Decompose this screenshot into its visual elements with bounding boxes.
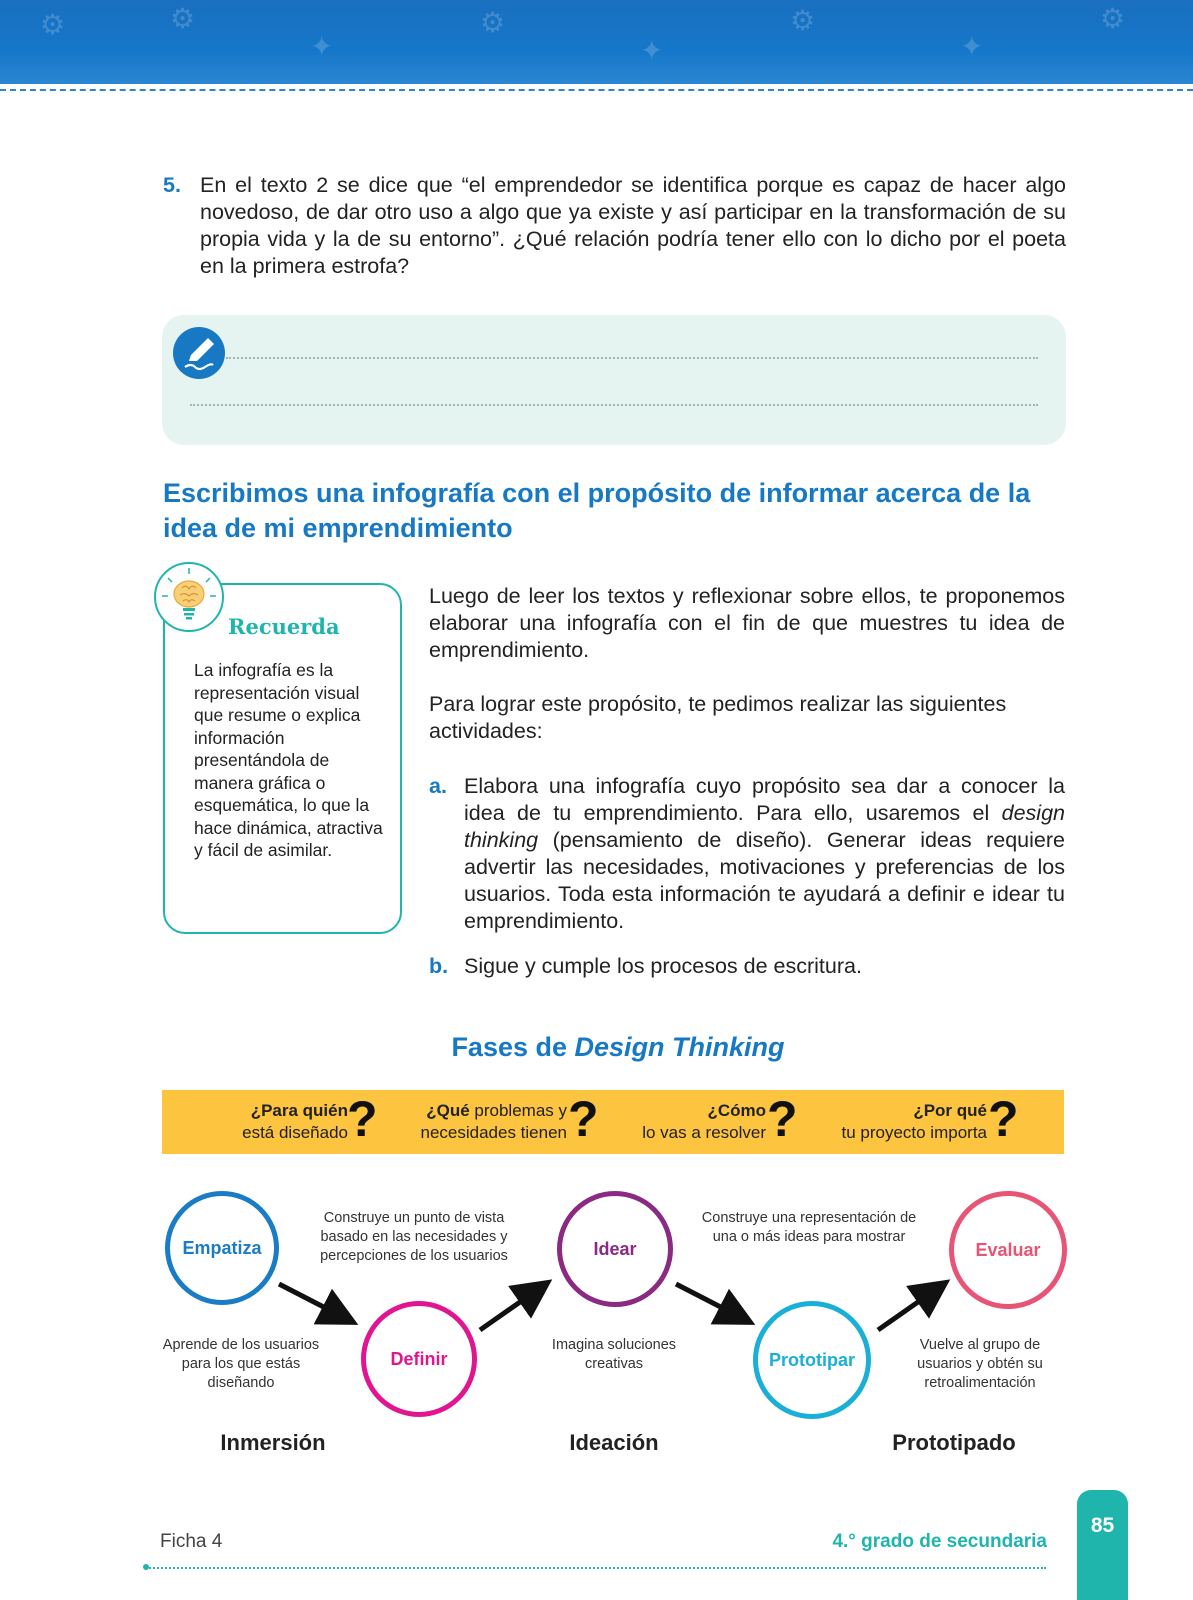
item-text-part: Elabora una infografía cuyo propósito sea dar a conocer la idea de tu emprendimiento. Para ello, usaremos el <box>464 774 1065 825</box>
footer-divider <box>146 1567 1046 1569</box>
gear-icon: ⚙ <box>40 9 66 40</box>
gear-icon: ⚙ <box>790 5 816 36</box>
page-tab <box>1077 1490 1128 1600</box>
phase-description: Vuelve al grupo de usuarios y obtén su retroalimentación <box>917 1337 1043 1391</box>
question-mark-icon: ? <box>988 1091 1019 1147</box>
gear-icon: ⚙ <box>480 7 506 38</box>
question-line2: lo vas a resolver <box>642 1123 766 1142</box>
footer-dot <box>143 1564 149 1570</box>
question-bold: ¿Qué <box>426 1101 470 1120</box>
section-title: Escribimos una infografía con el propósito de informar acerca de la idea de mi emprendimiento <box>163 478 1031 543</box>
phase-prototipar: Prototipar <box>753 1301 871 1419</box>
arrow <box>878 1288 938 1330</box>
recuerda-text: La infografía es la representación visual que resume o explica información presentándola de manera gráfica o esquemática, lo que la hace dinámica, atractiva y fácil de asimilar. <box>194 660 383 860</box>
footer-ficha: Ficha 4 <box>160 1531 223 1552</box>
recuerda-title: Recuerda <box>228 614 340 639</box>
phase-description: Construye un punto de vista basado en las necesidades y percepciones de los usuarios <box>320 1210 508 1264</box>
question-line2: está diseñado <box>242 1123 348 1142</box>
phase-description: Aprende de los usuarios para los que estás diseñando <box>162 1337 320 1391</box>
intro-paragraph-2: Para lograr este propósito, te pedimos realizar las siguientes actividades: <box>429 692 1007 743</box>
item-text-part: (pensamiento de diseño). Generar ideas requiere advertir las necesidades, motivaciones y preferencias de los usuarios. Toda esta información te ayudará a definir e idear tu emprendimiento. <box>464 828 1065 933</box>
question-bold: ¿Por qué <box>913 1101 987 1120</box>
question-bold: ¿Cómo <box>707 1101 766 1120</box>
star-icon: ✦ <box>640 35 664 66</box>
item-text: Sigue y cumple los procesos de escritura. <box>464 954 862 978</box>
phase-empatiza: Empatiza <box>165 1191 279 1305</box>
group-label-inmersion: Inmersión <box>220 1430 326 1455</box>
phase-evaluar: Evaluar <box>949 1191 1067 1309</box>
phase-description: Imagina soluciones creativas <box>551 1337 677 1372</box>
arrow <box>676 1284 742 1318</box>
question-line2: necesidades tienen <box>420 1123 567 1142</box>
phase-idear: Idear <box>557 1191 673 1307</box>
question-mark-icon: ? <box>767 1091 798 1147</box>
arrow <box>480 1288 540 1330</box>
lightbulb-icon: ✦ <box>310 31 334 62</box>
phase-definir: Definir <box>361 1301 477 1417</box>
gear-icon: ⚙ <box>1100 3 1126 34</box>
question-mark-icon: ? <box>568 1091 599 1147</box>
phase-description: Construye una representación de una o más ideas para mostrar <box>701 1210 917 1245</box>
gear-icon: ⚙ <box>170 3 196 34</box>
question-mark-icon: ? <box>347 1091 378 1147</box>
footer-grade: 4.° grado de secundaria <box>832 1531 1047 1552</box>
item-marker: b. <box>429 954 449 978</box>
title-prefix: Fases de <box>451 1032 568 1062</box>
arrow <box>279 1284 345 1318</box>
group-label-prototipado: Prototipado <box>892 1430 1016 1455</box>
title-italic: Design Thinking <box>574 1032 785 1062</box>
question-rest: problemas y <box>469 1101 567 1120</box>
question-bold: ¿Para quién <box>250 1101 348 1120</box>
group-label-ideacion: Ideación <box>569 1430 659 1455</box>
question-text: En el texto 2 se dice que “el emprendedor se identifica porque es capaz de hacer algo novedoso, de dar otro uso a algo que ya existe y así participar en la transformación de su propia vida y la de su entorno”. ¿Qué relación podría tener ello con lo dicho por el poeta en la primera estrofa? <box>200 173 1066 278</box>
star-icon: ✦ <box>960 31 984 62</box>
item-text-italic: design thinking <box>464 801 1065 852</box>
intro-paragraph: Luego de leer los textos y reflexionar sobre ellos, te proponemos elaborar una infografía con el fin de que muestres tu idea de emprendimiento. <box>429 584 1065 662</box>
item-marker: a. <box>429 774 447 798</box>
question-line2: tu proyecto importa <box>841 1123 987 1142</box>
question-number: 5. <box>163 173 181 197</box>
page-number: 85 <box>1090 1514 1115 1537</box>
